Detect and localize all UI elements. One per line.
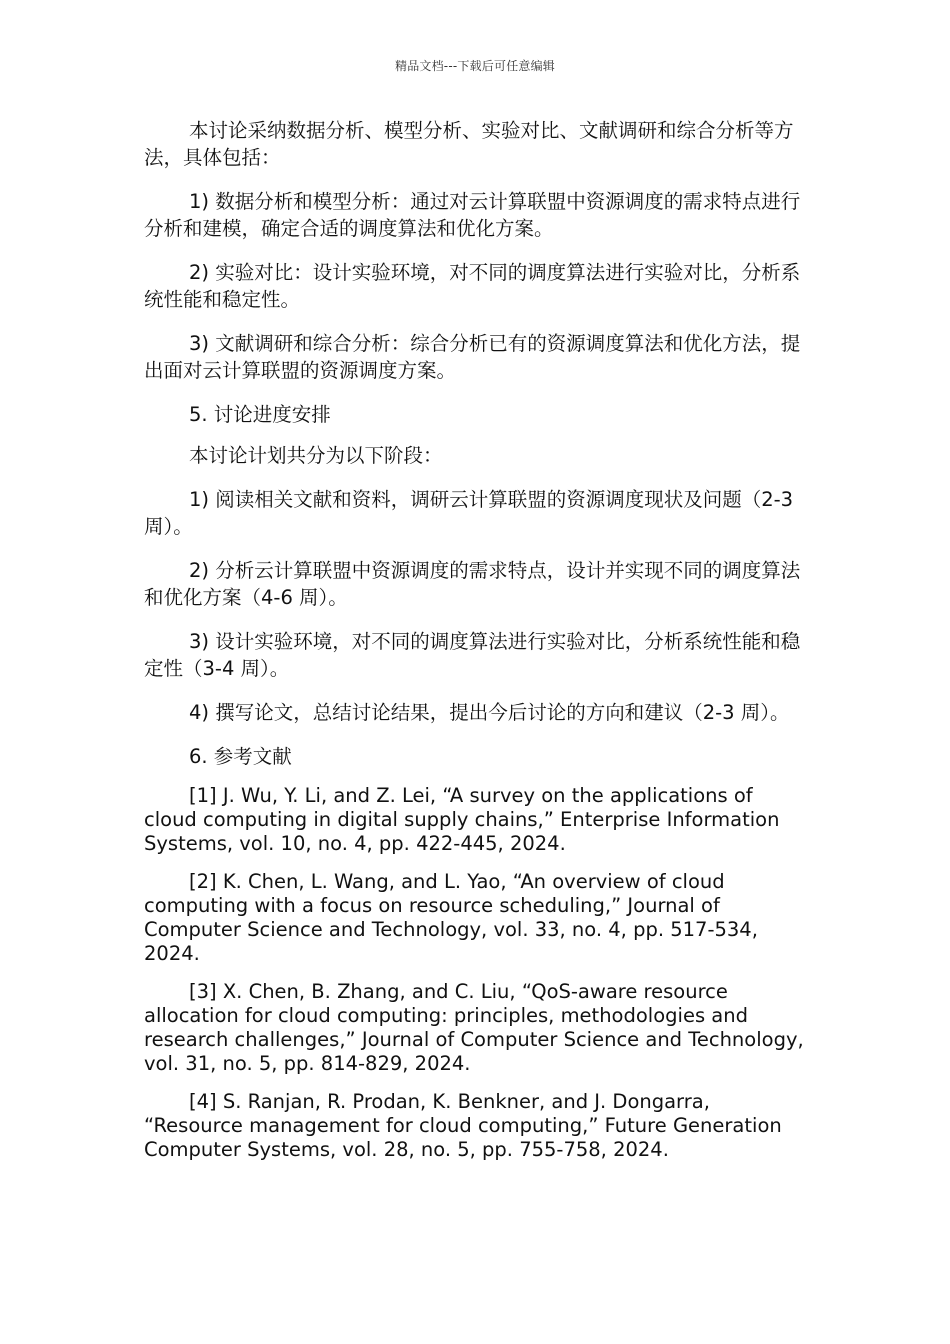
schedule-item-3: 3) 设计实验环境，对不同的调度算法进行实验对比，分析系统性能和稳定性（3-4 周）。 [144, 630, 801, 680]
page-header: 精品文档---下载后可任意编辑 [395, 59, 555, 73]
schedule-item-1: 1) 阅读相关文献和资料，调研云计算联盟的资源调度现状及问题（2-3 周）。 [144, 488, 794, 538]
section-5-heading: 5. 讨论进度安排 [189, 403, 331, 426]
reference-4: [4] S. Ranjan, R. Prodan, K. Benkner, and J. Dongarra, “Resource management for cloud computing,” Future Generation Computer Systems, vol. 28, no. 5, pp. 755-758, 2024. [144, 1090, 782, 1161]
section-6-heading: 6. 参考文献 [189, 745, 292, 768]
schedule-intro: 本讨论计划共分为以下阶段： [189, 444, 443, 467]
reference-2: [2] K. Chen, L. Wang, and L. Yao, “An overview of cloud computing with a focus on resource scheduling,” Journal of Computer Science and Technology, vol. 33, no. 4, pp. 517-534, 2024. [144, 870, 758, 965]
reference-1: [1] J. Wu, Y. Li, and Z. Lei, “A survey on the applications of cloud computing in digital supply chains,” Enterprise Information Systems, vol. 10, no. 4, pp. 422-445, 2024. [144, 784, 780, 855]
method-item-1: 1) 数据分析和模型分析：通过对云计算联盟中资源调度的需求特点进行分析和建模，确定合适的调度算法和优化方案。 [144, 190, 801, 240]
document-body [144, 117, 810, 1176]
schedule-item-4: 4) 撰写论文，总结讨论结果，提出今后讨论的方向和建议（2-3 周）。 [189, 701, 790, 724]
methods-intro: 本讨论采纳数据分析、模型分析、实验对比、文献调研和综合分析等方法，具体包括： [144, 119, 794, 169]
reference-3: [3] X. Chen, B. Zhang, and C. Liu, “QoS-aware resource allocation for cloud computing: principles, methodologies and research challenges,” Journal of Computer Science and Technology, vol. 31, no. 5, pp. 814-829, 2024. [144, 980, 804, 1075]
schedule-item-2: 2) 分析云计算联盟中资源调度的需求特点，设计并实现不同的调度算法和优化方案（4-6 周）。 [144, 559, 801, 609]
method-item-2: 2) 实验对比：设计实验环境，对不同的调度算法进行实验对比，分析系统性能和稳定性。 [144, 261, 801, 311]
method-item-3: 3) 文献调研和综合分析：综合分析已有的资源调度算法和优化方法，提出面对云计算联盟的资源调度方案。 [144, 332, 801, 382]
